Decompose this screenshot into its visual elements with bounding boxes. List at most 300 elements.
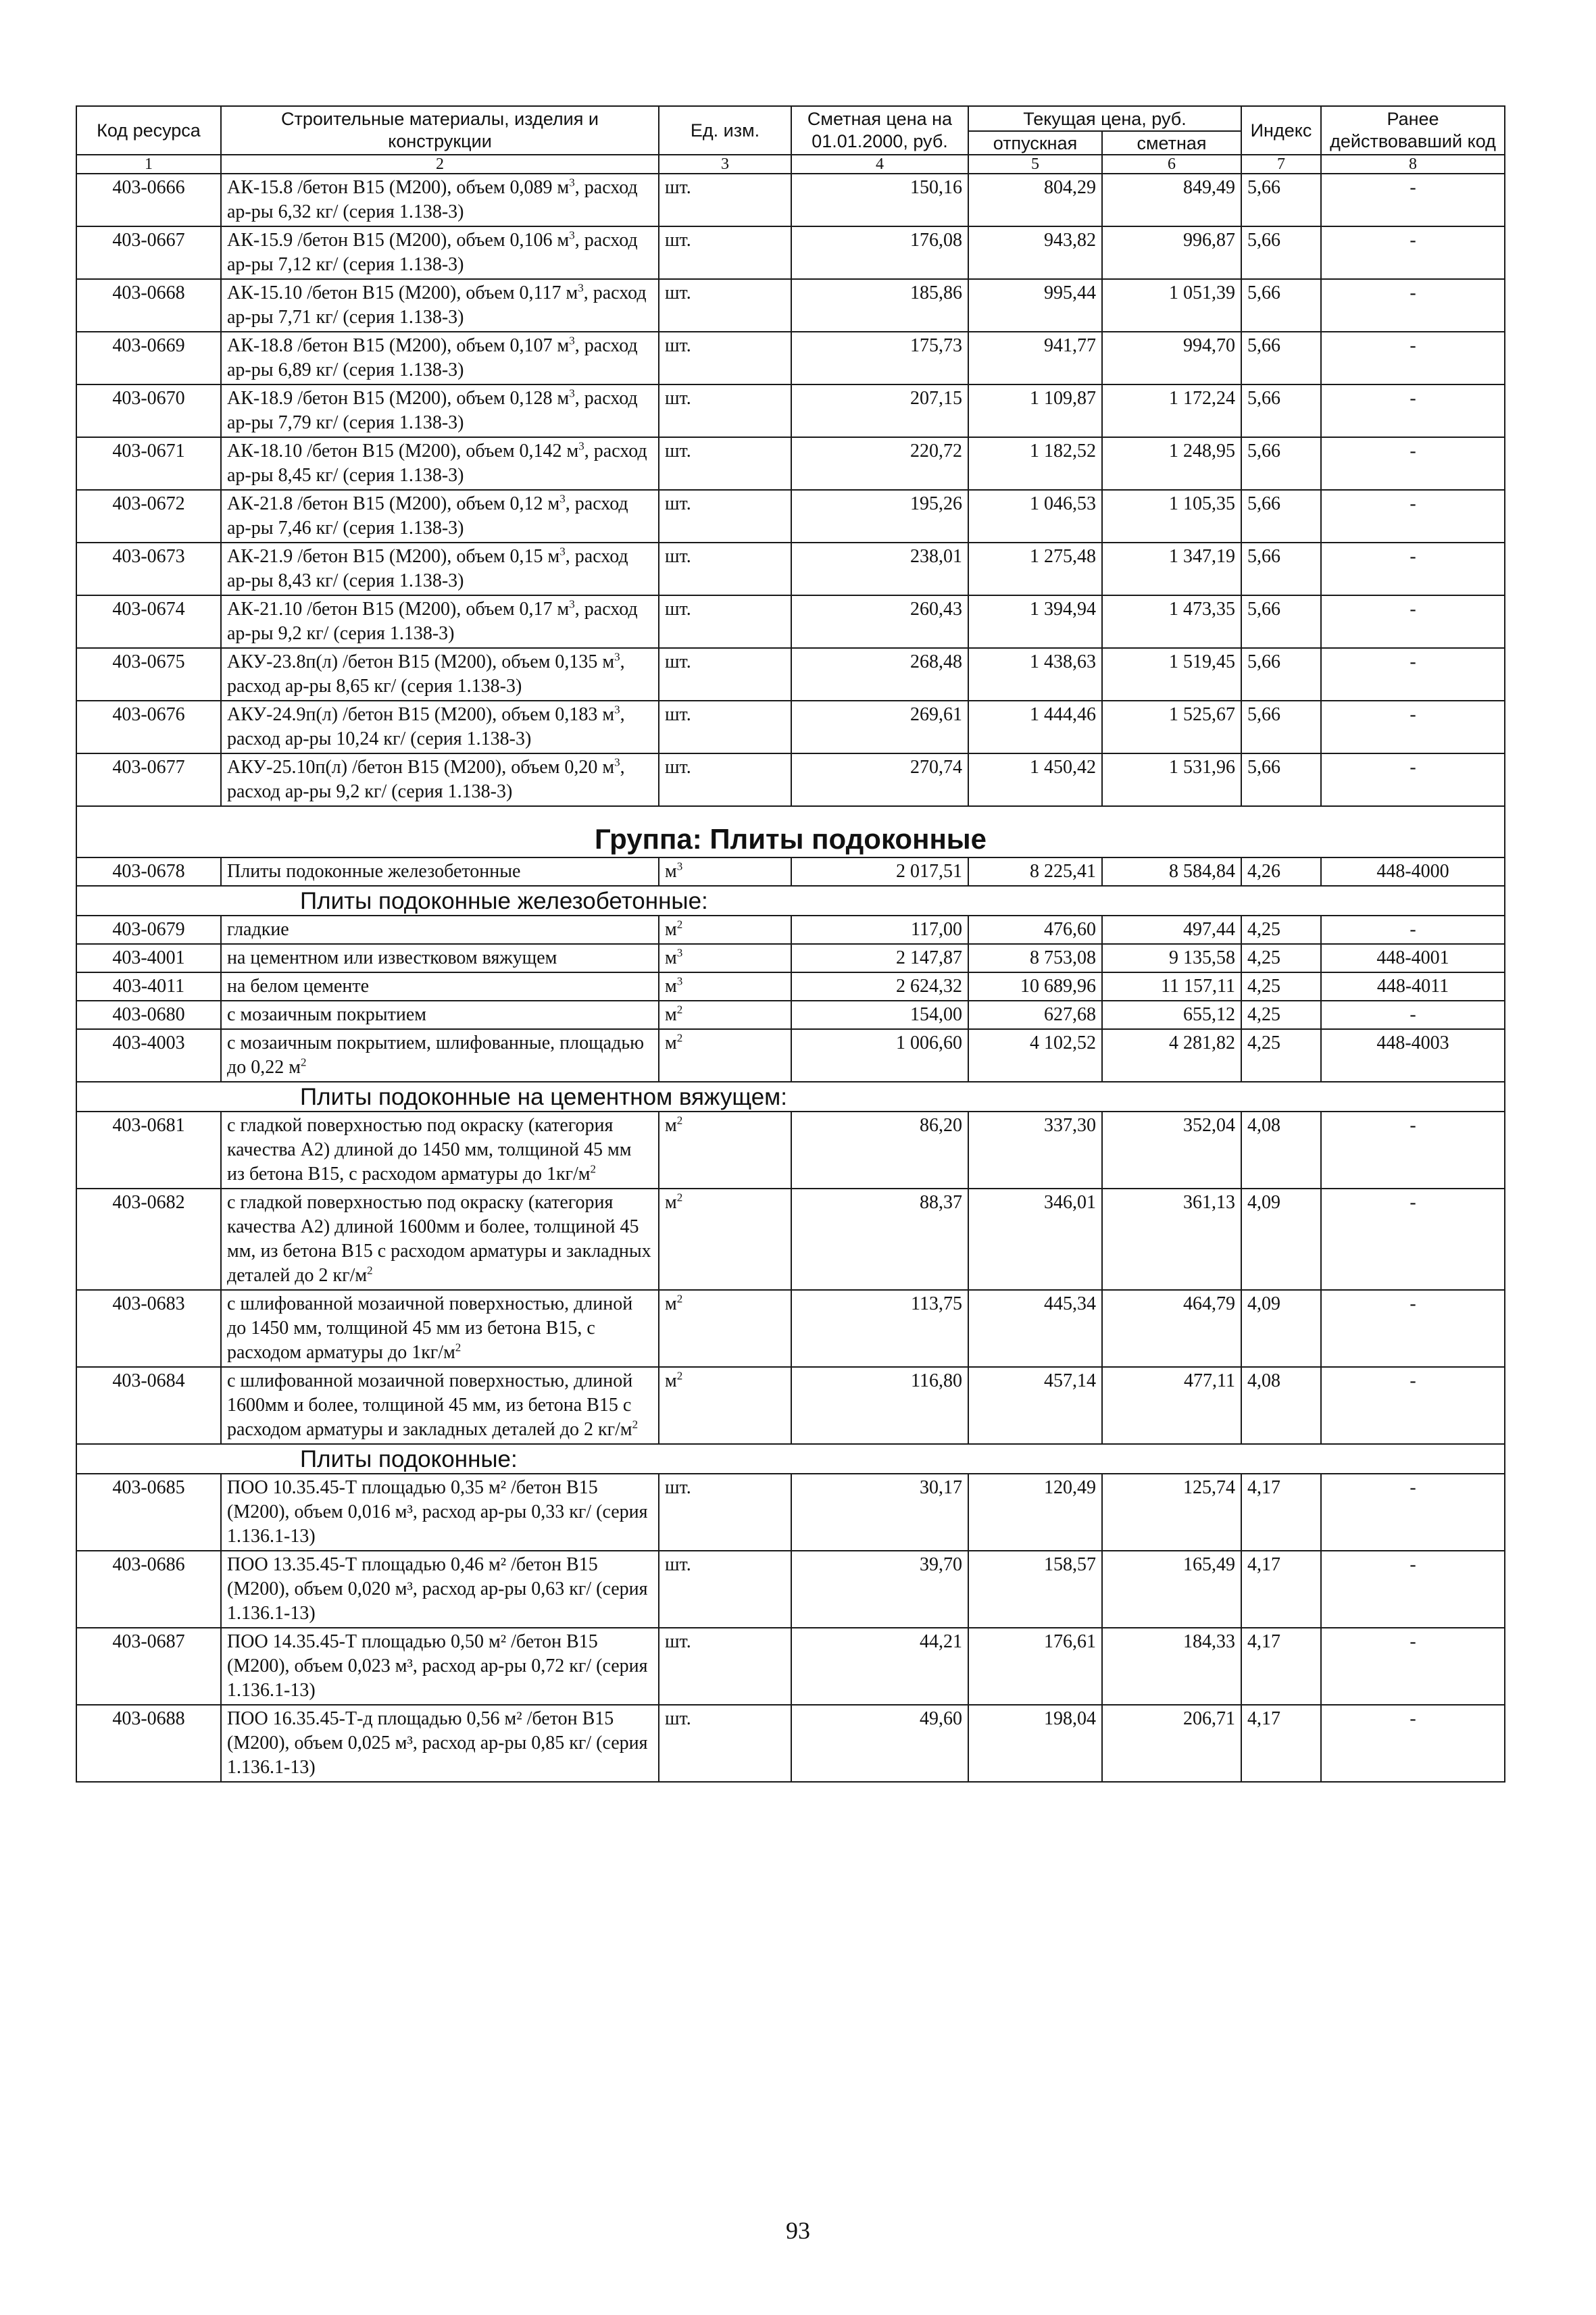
unit-sup: 2 (676, 1292, 683, 1305)
estimate-price: 1 525,67 (1102, 701, 1241, 753)
table-row (76, 1474, 1505, 1551)
unit-sup: 3 (676, 946, 683, 960)
resource-name (221, 384, 659, 437)
resource-code: 403-0680 (76, 1001, 221, 1029)
name-sup: 3 (614, 755, 620, 769)
unit-sup: 2 (676, 1003, 683, 1016)
estimate-price: 1 172,24 (1102, 384, 1241, 437)
resource-name (221, 1001, 659, 1029)
base-price: 44,21 (791, 1628, 968, 1705)
resource-name-text: АК-18.8 /бетон В15 (М200), объем 0,107 м (227, 335, 570, 356)
resource-unit (659, 1029, 791, 1082)
estimate-price: 1 531,96 (1102, 753, 1241, 806)
resource-code: 403-0686 (76, 1551, 221, 1628)
resource-unit (659, 1474, 791, 1551)
resource-code: 403-0681 (76, 1112, 221, 1189)
price-index: 5,66 (1241, 753, 1321, 806)
unit-text: шт. (665, 704, 691, 725)
previous-code: - (1321, 332, 1505, 384)
table-row (76, 857, 1505, 886)
unit-text: шт. (665, 1477, 691, 1498)
header-estimate: сметная (1102, 131, 1241, 155)
resource-unit (659, 1189, 791, 1290)
base-price: 238,01 (791, 543, 968, 595)
release-price: 941,77 (968, 332, 1102, 384)
release-price: 627,68 (968, 1001, 1102, 1029)
resource-unit (659, 384, 791, 437)
price-table-page (76, 105, 1504, 1783)
unit-text: м (665, 1004, 677, 1025)
resource-unit (659, 332, 791, 384)
release-price: 476,60 (968, 916, 1102, 944)
resource-unit (659, 490, 791, 543)
page-number: 93 (786, 2217, 810, 2244)
previous-code: - (1321, 490, 1505, 543)
table-row (76, 226, 1505, 279)
resource-code: 403-0673 (76, 543, 221, 595)
name-sup: 2 (632, 1418, 639, 1431)
previous-code: - (1321, 1290, 1505, 1367)
estimate-price: 184,33 (1102, 1628, 1241, 1705)
release-price: 804,29 (968, 174, 1102, 226)
resource-code: 403-0685 (76, 1474, 221, 1551)
resource-code: 403-0684 (76, 1367, 221, 1444)
group-section (76, 806, 1505, 916)
unit-text: шт. (665, 388, 691, 409)
unit-sup: 2 (676, 1031, 683, 1045)
resource-name-text: АК-21.8 /бетон В15 (М200), объем 0,12 м (227, 493, 560, 514)
resource-name-text: на белом цементе (227, 976, 370, 997)
unit-text: м (665, 1293, 677, 1314)
subgroup-2-header (76, 1082, 1505, 1112)
subgroup-title: Плиты подоконные: (76, 1444, 1505, 1474)
name-sup: 3 (569, 228, 575, 242)
resource-name (221, 753, 659, 806)
group-row (76, 806, 1505, 857)
base-price: 269,61 (791, 701, 968, 753)
unit-text: шт. (665, 177, 691, 198)
estimate-price: 1 347,19 (1102, 543, 1241, 595)
header-code: Код ресурса (76, 106, 221, 155)
release-price: 1 394,94 (968, 595, 1102, 648)
base-price: 260,43 (791, 595, 968, 648)
resource-name-text: ПОО 13.35.45-Т площадью 0,46 м² /бетон В15 (М200), объем 0,020 м³, расход ар-ры 0,63 кг/ (серия 1.136.1-13) (227, 1554, 648, 1624)
unit-text: шт. (665, 335, 691, 356)
base-price: 2 017,51 (791, 857, 968, 886)
resource-unit (659, 972, 791, 1001)
estimate-price: 9 135,58 (1102, 944, 1241, 972)
resource-unit (659, 1001, 791, 1029)
resource-name-text: АК-18.10 /бетон В15 (М200), объем 0,142 м (227, 441, 579, 462)
name-sup: 3 (578, 281, 584, 295)
table-row (76, 490, 1505, 543)
price-index: 5,66 (1241, 437, 1321, 490)
table-row (76, 916, 1505, 944)
unit-text: шт. (665, 1554, 691, 1575)
resource-unit (659, 1367, 791, 1444)
subgroup-row (76, 886, 1505, 916)
base-price: 270,74 (791, 753, 968, 806)
price-index: 5,66 (1241, 279, 1321, 332)
column-number-row (76, 155, 1505, 174)
release-price: 120,49 (968, 1474, 1102, 1551)
resource-name (221, 1112, 659, 1189)
resource-unit (659, 1290, 791, 1367)
release-price: 8 753,08 (968, 944, 1102, 972)
resource-unit (659, 916, 791, 944)
price-index: 5,66 (1241, 384, 1321, 437)
resource-unit (659, 944, 791, 972)
resource-name-tail: , расход ар-ры 9,2 кг/ (серия 1.138-3) (227, 757, 625, 802)
resource-unit (659, 595, 791, 648)
subgroup-3-rows (76, 1474, 1505, 1782)
price-index: 4,25 (1241, 944, 1321, 972)
name-sup: 3 (614, 703, 620, 716)
estimate-price: 165,49 (1102, 1551, 1241, 1628)
estimate-price: 497,44 (1102, 916, 1241, 944)
resource-name-text: АК-21.10 /бетон В15 (М200), объем 0,17 м (227, 599, 570, 620)
header-name: Строительные материалы, изделия и конструкции (221, 106, 659, 155)
resource-name (221, 437, 659, 490)
resource-name-text: гладкие (227, 919, 289, 940)
estimate-price: 8 584,84 (1102, 857, 1241, 886)
base-price: 88,37 (791, 1189, 968, 1290)
unit-text: м (665, 947, 677, 968)
col-number: 5 (968, 155, 1102, 174)
resource-name-tail: , расход ар-ры 8,43 кг/ (серия 1.138-3) (227, 546, 628, 591)
resource-name (221, 226, 659, 279)
table-row (76, 1551, 1505, 1628)
previous-code: - (1321, 1189, 1505, 1290)
subgroup-2-rows (76, 1112, 1505, 1444)
estimate-price: 1 248,95 (1102, 437, 1241, 490)
price-index: 4,17 (1241, 1551, 1321, 1628)
base-price: 113,75 (791, 1290, 968, 1367)
unit-text: шт. (665, 441, 691, 462)
previous-code: - (1321, 543, 1505, 595)
resource-code: 403-0683 (76, 1290, 221, 1367)
table-row (76, 701, 1505, 753)
resource-code: 403-0674 (76, 595, 221, 648)
unit-text: м (665, 1032, 677, 1053)
base-price: 117,00 (791, 916, 968, 944)
estimate-price: 655,12 (1102, 1001, 1241, 1029)
resource-name-tail: , расход ар-ры 8,45 кг/ (серия 1.138-3) (227, 441, 647, 486)
resource-name (221, 944, 659, 972)
price-index: 5,66 (1241, 701, 1321, 753)
resource-name (221, 1367, 659, 1444)
table-row (76, 279, 1505, 332)
header-unit: Ед. изм. (659, 106, 791, 155)
estimate-price: 477,11 (1102, 1367, 1241, 1444)
base-price: 207,15 (791, 384, 968, 437)
release-price: 176,61 (968, 1628, 1102, 1705)
price-index: 4,17 (1241, 1474, 1321, 1551)
resource-name (221, 1628, 659, 1705)
resource-name (221, 1474, 659, 1551)
base-price: 154,00 (791, 1001, 968, 1029)
resource-name (221, 1551, 659, 1628)
base-price: 195,26 (791, 490, 968, 543)
unit-text: м (665, 919, 677, 940)
resource-code: 403-0682 (76, 1189, 221, 1290)
previous-code: - (1321, 226, 1505, 279)
resource-name-text: с мозаичным покрытием, шлифованные, площадью до 0,22 м (227, 1032, 645, 1078)
resource-unit (659, 857, 791, 886)
resource-name: Плиты подоконные железобетонные (221, 857, 659, 886)
release-price: 158,57 (968, 1551, 1102, 1628)
table-row (76, 1705, 1505, 1782)
col-number: 6 (1102, 155, 1241, 174)
release-price: 8 225,41 (968, 857, 1102, 886)
estimate-price: 849,49 (1102, 174, 1241, 226)
resource-code: 403-0675 (76, 648, 221, 701)
name-sup: 3 (569, 176, 575, 189)
previous-code: 448-4000 (1321, 857, 1505, 886)
price-index: 5,66 (1241, 332, 1321, 384)
previous-code: - (1321, 174, 1505, 226)
unit-text: шт. (665, 651, 691, 672)
table-row (76, 1001, 1505, 1029)
release-price: 457,14 (968, 1367, 1102, 1444)
name-sup: 3 (569, 597, 575, 611)
table-row (76, 543, 1505, 595)
release-price: 10 689,96 (968, 972, 1102, 1001)
resource-name (221, 174, 659, 226)
base-price: 49,60 (791, 1705, 968, 1782)
price-index: 5,66 (1241, 543, 1321, 595)
previous-code: - (1321, 753, 1505, 806)
table-row (76, 437, 1505, 490)
name-sup: 3 (614, 650, 620, 664)
resource-name-tail: , расход ар-ры 8,65 кг/ (серия 1.138-3) (227, 651, 625, 697)
resource-unit (659, 701, 791, 753)
subgroup-3-header (76, 1444, 1505, 1474)
name-sup: 3 (578, 439, 584, 453)
resource-name (221, 595, 659, 648)
price-index: 5,66 (1241, 490, 1321, 543)
resource-name (221, 279, 659, 332)
ak-rows (76, 174, 1505, 806)
resource-unit (659, 279, 791, 332)
unit-text: шт. (665, 1631, 691, 1652)
previous-code: - (1321, 701, 1505, 753)
estimate-price: 125,74 (1102, 1474, 1241, 1551)
name-sup: 2 (590, 1162, 597, 1176)
resource-code: 403-0671 (76, 437, 221, 490)
unit-sup: 3 (676, 860, 683, 873)
base-price: 30,17 (791, 1474, 968, 1551)
table-row (76, 384, 1505, 437)
resource-unit (659, 648, 791, 701)
base-price: 2 624,32 (791, 972, 968, 1001)
unit-text: м (665, 1192, 677, 1213)
resource-name (221, 1705, 659, 1782)
release-price: 995,44 (968, 279, 1102, 332)
price-index: 4,09 (1241, 1290, 1321, 1367)
previous-code: - (1321, 1628, 1505, 1705)
resource-code: 403-0678 (76, 857, 221, 886)
release-price: 198,04 (968, 1705, 1102, 1782)
unit-text: м (665, 976, 677, 997)
release-price: 337,30 (968, 1112, 1102, 1189)
table-row (76, 1290, 1505, 1367)
header-prev-code: Ранее действовавший код (1321, 106, 1505, 155)
estimate-price: 994,70 (1102, 332, 1241, 384)
release-price: 1 444,46 (968, 701, 1102, 753)
unit-sup: 3 (676, 974, 683, 988)
resource-code: 403-4011 (76, 972, 221, 1001)
subgroup-title: Плиты подоконные железобетонные: (76, 886, 1505, 916)
resource-unit (659, 753, 791, 806)
resource-code: 403-0670 (76, 384, 221, 437)
base-price: 185,86 (791, 279, 968, 332)
price-index: 5,66 (1241, 174, 1321, 226)
base-price: 2 147,87 (791, 944, 968, 972)
price-index: 4,08 (1241, 1367, 1321, 1444)
resource-name (221, 1029, 659, 1082)
resource-name-text: с мозаичным покрытием (227, 1004, 426, 1025)
resource-name (221, 701, 659, 753)
table-row (76, 174, 1505, 226)
table-row (76, 1367, 1505, 1444)
resource-name-tail: , расход ар-ры 6,32 кг/ (серия 1.138-3) (227, 177, 638, 222)
resource-name-text: АК-18.9 /бетон В15 (М200), объем 0,128 м (227, 388, 570, 409)
resource-name-text: с гладкой поверхностью под окраску (категория качества А2) длиной 1600мм и более, толщиной 45 мм, из бетона В15 с расходом арматуры и закладных деталей до 2 кг/м (227, 1192, 651, 1286)
price-index: 4,08 (1241, 1112, 1321, 1189)
resource-code: 403-0688 (76, 1705, 221, 1782)
base-price: 175,73 (791, 332, 968, 384)
name-sup: 3 (569, 387, 575, 400)
base-price: 220,72 (791, 437, 968, 490)
previous-code: 448-4011 (1321, 972, 1505, 1001)
estimate-price: 464,79 (1102, 1290, 1241, 1367)
base-price: 150,16 (791, 174, 968, 226)
resource-code: 403-4001 (76, 944, 221, 972)
resource-code: 403-0669 (76, 332, 221, 384)
table-row (76, 648, 1505, 701)
price-index: 5,66 (1241, 226, 1321, 279)
resource-unit (659, 226, 791, 279)
resource-name-tail: , расход ар-ры 7,46 кг/ (серия 1.138-3) (227, 493, 628, 539)
unit-text: шт. (665, 599, 691, 620)
release-price: 1 046,53 (968, 490, 1102, 543)
base-price: 116,80 (791, 1367, 968, 1444)
table-row (76, 332, 1505, 384)
resource-name (221, 543, 659, 595)
header-index: Индекс (1241, 106, 1321, 155)
previous-code: - (1321, 595, 1505, 648)
col-number: 1 (76, 155, 221, 174)
previous-code: - (1321, 1367, 1505, 1444)
unit-sup: 2 (676, 1191, 683, 1204)
release-price: 445,34 (968, 1290, 1102, 1367)
resource-name-text: АК-15.8 /бетон В15 (М200), объем 0,089 м (227, 177, 570, 198)
previous-code: - (1321, 384, 1505, 437)
price-index: 5,66 (1241, 595, 1321, 648)
resource-name (221, 972, 659, 1001)
col-number: 8 (1321, 155, 1505, 174)
col-number: 4 (791, 155, 968, 174)
resource-name (221, 1290, 659, 1367)
header-current-price: Текущая цена, руб. (968, 106, 1241, 131)
previous-code: - (1321, 1474, 1505, 1551)
price-index: 4,17 (1241, 1705, 1321, 1782)
estimate-price: 11 157,11 (1102, 972, 1241, 1001)
estimate-price: 4 281,82 (1102, 1029, 1241, 1082)
unit-text: шт. (665, 493, 691, 514)
unit-text: м (665, 861, 677, 882)
release-price: 1 438,63 (968, 648, 1102, 701)
previous-code: - (1321, 916, 1505, 944)
group-title: Группа: Плиты подоконные (76, 806, 1505, 857)
col-number: 7 (1241, 155, 1321, 174)
resource-code: 403-0677 (76, 753, 221, 806)
col-number: 3 (659, 155, 791, 174)
unit-text: шт. (665, 282, 691, 303)
estimate-price: 1 051,39 (1102, 279, 1241, 332)
resource-name-text: АКУ-25.10п(л) /бетон В15 (М200), объем 0,20 м (227, 757, 615, 778)
resource-name-tail: , расход ар-ры 10,24 кг/ (серия 1.138-3) (227, 704, 625, 749)
unit-text: шт. (665, 1708, 691, 1729)
table-row (76, 972, 1505, 1001)
resource-code: 403-0666 (76, 174, 221, 226)
release-price: 1 275,48 (968, 543, 1102, 595)
header-base-price: Сметная цена на 01.01.2000, руб. (791, 106, 968, 155)
resource-name-tail: , расход ар-ры 7,12 кг/ (серия 1.138-3) (227, 230, 638, 275)
price-index: 4,25 (1241, 1029, 1321, 1082)
resource-name-text: с шлифованной мозаичной поверхностью, длиной до 1450 мм, толщиной 45 мм из бетона В15, с расходом арматуры до 1кг/м (227, 1293, 633, 1363)
estimate-price: 996,87 (1102, 226, 1241, 279)
release-price: 346,01 (968, 1189, 1102, 1290)
release-price: 1 450,42 (968, 753, 1102, 806)
previous-code: - (1321, 437, 1505, 490)
resource-name-text: с шлифованной мозаичной поверхностью, длиной 1600мм и более, толщиной 45 мм, из бетона В15 с расходом арматуры и закладных деталей до 2 кг/м (227, 1370, 633, 1440)
resource-name-text: с гладкой поверхностью под окраску (категория качества А2) длиной до 1450 мм, толщиной 45 мм из бетона В15, с расходом арматуры до 1кг/м (227, 1115, 632, 1185)
header-row (76, 106, 1505, 131)
previous-code: 448-4001 (1321, 944, 1505, 972)
resource-name-text: ПОО 16.35.45-Т-д площадью 0,56 м² /бетон В15 (М200), объем 0,025 м³, расход ар-ры 0,85 кг/ (серия 1.136.1-13) (227, 1708, 648, 1778)
subgroup-title: Плиты подоконные на цементном вяжущем: (76, 1082, 1505, 1112)
resource-name (221, 490, 659, 543)
base-price: 1 006,60 (791, 1029, 968, 1082)
unit-text: м (665, 1115, 677, 1136)
resource-code: 403-0676 (76, 701, 221, 753)
resource-name-text: ПОО 10.35.45-Т площадью 0,35 м² /бетон В15 (М200), объем 0,016 м³, расход ар-ры 0,33 кг/ (серия 1.136.1-13) (227, 1477, 648, 1547)
price-table (76, 105, 1505, 1783)
name-sup: 2 (367, 1264, 373, 1277)
name-sup: 3 (559, 545, 566, 558)
name-sup: 3 (569, 334, 575, 347)
resource-name (221, 1189, 659, 1290)
name-sup: 2 (300, 1055, 307, 1069)
previous-code: 448-4003 (1321, 1029, 1505, 1082)
name-sup: 2 (455, 1341, 462, 1354)
release-price: 4 102,52 (968, 1029, 1102, 1082)
resource-unit (659, 543, 791, 595)
estimate-price: 1 473,35 (1102, 595, 1241, 648)
release-price: 943,82 (968, 226, 1102, 279)
estimate-price: 1 519,45 (1102, 648, 1241, 701)
unit-sup: 2 (676, 1369, 683, 1383)
base-price: 86,20 (791, 1112, 968, 1189)
header-release: отпускная (968, 131, 1102, 155)
resource-code: 403-0668 (76, 279, 221, 332)
col-number: 2 (221, 155, 659, 174)
estimate-price: 352,04 (1102, 1112, 1241, 1189)
price-index: 4,26 (1241, 857, 1321, 886)
price-index: 4,25 (1241, 972, 1321, 1001)
